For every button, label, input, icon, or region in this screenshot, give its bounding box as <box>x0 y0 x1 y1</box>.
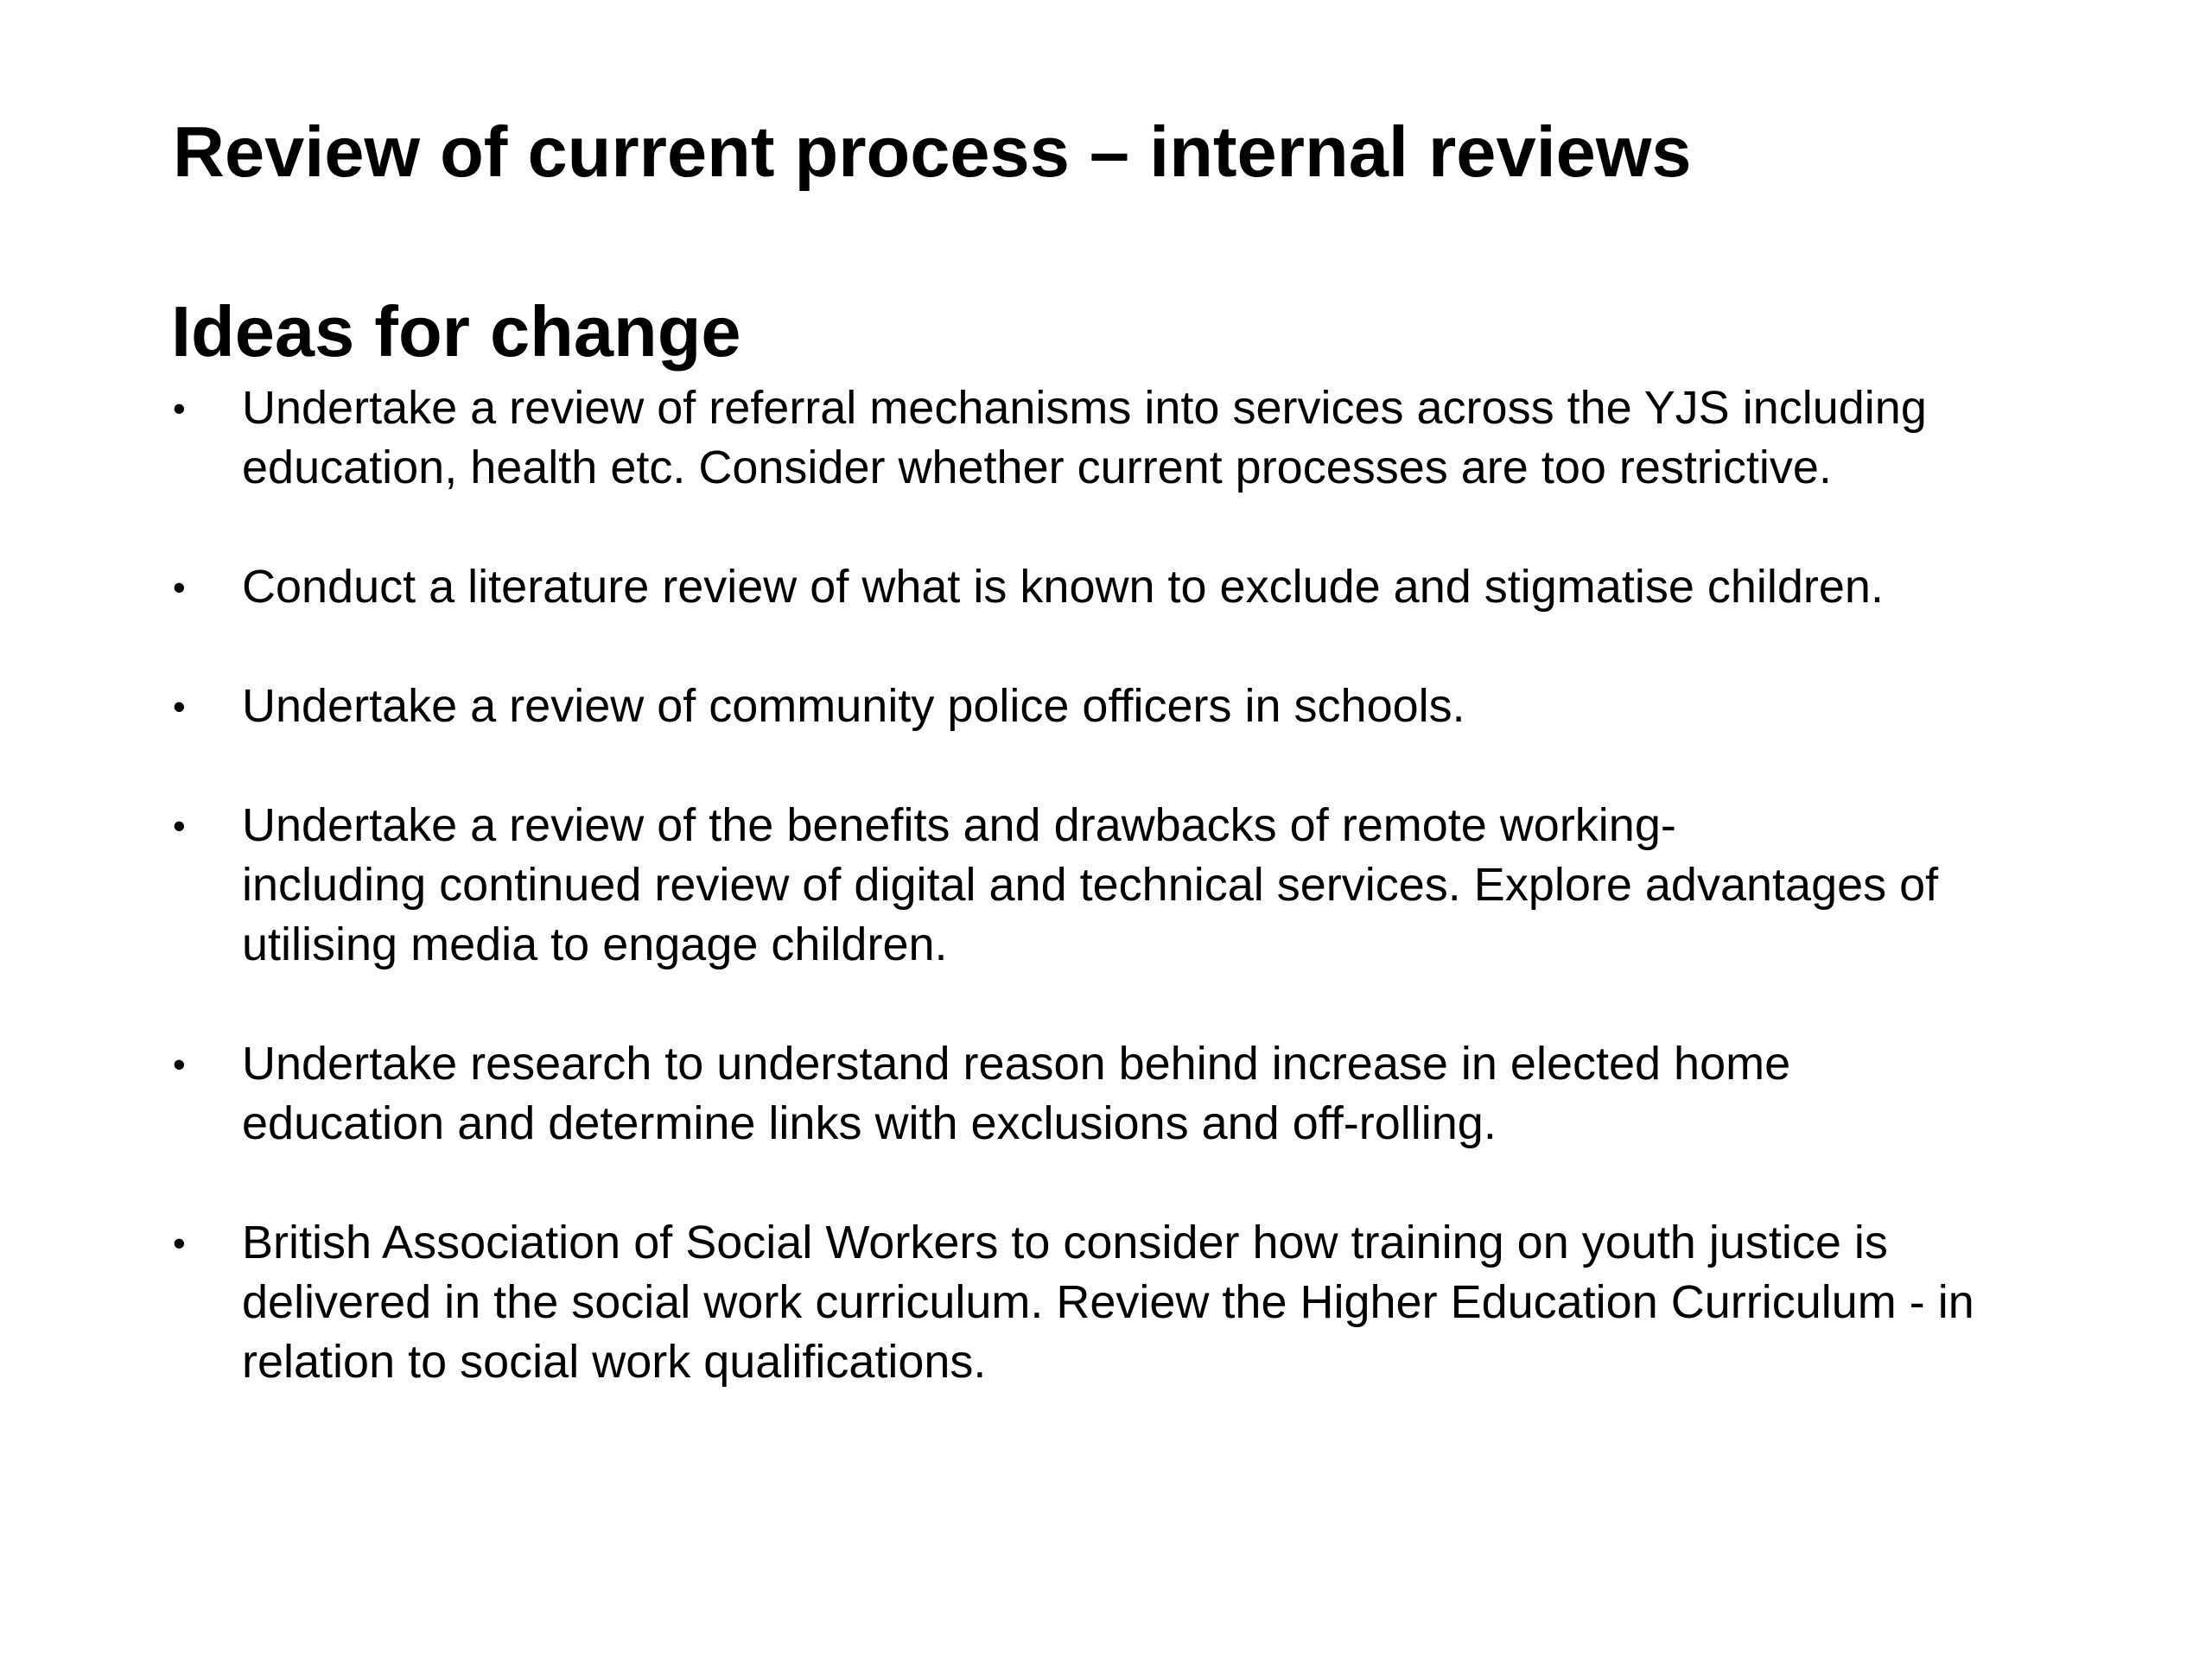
bullet-text <box>242 1213 2108 1392</box>
slide-title: Review of current process – internal reviews <box>173 111 1692 192</box>
bullet-icon: • <box>173 805 186 846</box>
bullet-text <box>242 1034 2108 1154</box>
bullet-line: Undertake a review of community police officers in schools. <box>242 680 1465 732</box>
bullet-line: British Association of Social Workers to consider how training on youth justice is <box>242 1217 1888 1268</box>
bullet-icon: • <box>173 1044 186 1084</box>
bullet-line: delivered in the social work curriculum. Review the Higher Education Curriculum - in <box>242 1276 1974 1328</box>
bullet-line: including continued review of digital and technical services. Explore advantages of <box>242 859 1939 911</box>
bullet-icon: • <box>173 567 186 607</box>
bullet-icon: • <box>173 686 186 727</box>
bullet-item <box>173 1034 2108 1154</box>
bullet-text <box>242 378 2108 498</box>
bullet-line: relation to social work qualifications. <box>242 1336 987 1388</box>
bullet-line: education and determine links with exclusions and off-rolling. <box>242 1097 1497 1149</box>
bullet-icon: • <box>173 388 186 429</box>
bullet-text <box>242 677 2108 736</box>
bullet-line: education, health etc. Consider whether current processes are too restrictive. <box>242 442 1832 493</box>
bullet-item <box>173 677 2108 736</box>
bullet-text <box>242 796 2108 975</box>
bullet-line: Conduct a literature review of what is known to exclude and stigmatise children. <box>242 561 1884 613</box>
bullet-icon: • <box>173 1223 186 1263</box>
bullet-list <box>173 378 2108 1392</box>
bullet-line: utilising media to engage children. <box>242 918 948 970</box>
bullet-text <box>242 557 2108 617</box>
bullet-item <box>173 1213 2108 1392</box>
bullet-item <box>173 796 2108 975</box>
bullet-line: Undertake research to understand reason behind increase in elected home <box>242 1038 1791 1090</box>
bullet-item <box>173 557 2108 617</box>
bullet-item <box>173 378 2108 498</box>
bullet-line: Undertake a review of referral mechanisms into services across the YJS including <box>242 382 1927 434</box>
section-heading: Ideas for change <box>171 291 741 372</box>
bullet-line: Undertake a review of the benefits and drawbacks of remote working- <box>242 799 1676 851</box>
